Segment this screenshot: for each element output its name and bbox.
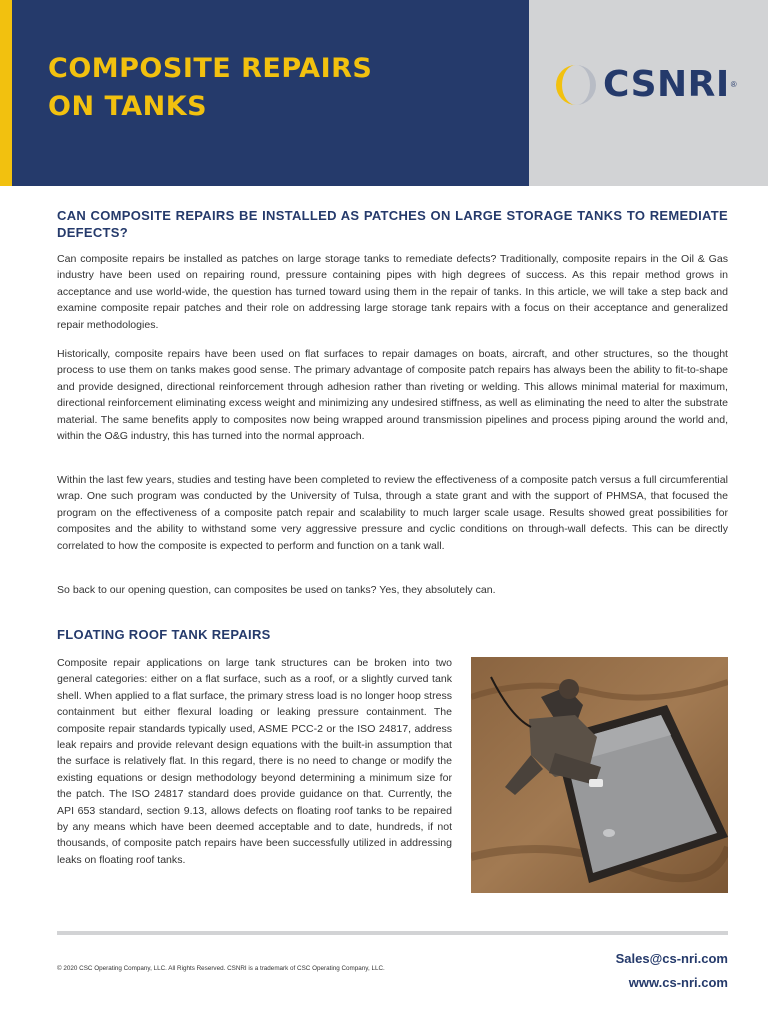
page-header [0, 0, 768, 186]
paragraph-3: Within the last few years, studies and testing have been completed to review the effectiveness of a composite patch versus a full circumferential wrap. One such program was conducted by the University of Tulsa, through a state grant and with the support of PHMSA, that focused the program on the effectiveness of a composite patch repair and scalability to much larger scale usage. Results showed great possibilities for composites and the ability to withstand some very aggressive pressure and cyclic conditions on through-wall defects. This can be directly correlated to how the composite is expected to perform and function on a tank wall. [57, 474, 728, 552]
sales-email-link[interactable]: Sales@cs-nri.com [615, 951, 728, 966]
website-link[interactable]: www.cs-nri.com [628, 975, 728, 990]
logo-wordmark: CSNRI [603, 64, 730, 105]
logo-crescent-icon [553, 62, 599, 108]
registered-mark: ® [730, 80, 737, 89]
tank-repair-photo [471, 657, 728, 893]
csnri-logo [553, 62, 737, 108]
section-heading-patches: CAN COMPOSITE REPAIRS BE INSTALLED AS PATCHES ON LARGE STORAGE TANKS TO REMEDIATE DEFECTS? [57, 208, 728, 240]
section-heading-floating-roof: FLOATING ROOF TANK REPAIRS [57, 627, 271, 642]
footer-divider [57, 931, 728, 935]
title-line-1: COMPOSITE REPAIRS [48, 53, 373, 84]
page-title [48, 50, 508, 126]
contact-block [616, 947, 728, 995]
title-line-2: ON TANKS [48, 91, 208, 122]
paragraph-2: Historically, composite repairs have been used on flat surfaces to repair damages on boats, aircraft, and other structures, so the thought process to use them on tanks makes good sense. The primary advantage of composite patch repairs has always been the ability to fit-to-shape and provide designed, directional reinforcement through adhesion rather than riveting or welding. This allows minimal material for maximum, directional reinforcement eliminating excess weight and minimizing any undesired stiffness, as well as eliminating the need to alter the substrate material. The same benefits apply to composites now being wrapped around transmission pipelines and process piping around the world and, within the O&G industry, this has turned into the normal approach. [57, 348, 728, 443]
accent-stripe [0, 0, 12, 186]
paragraph-1: Can composite repairs be installed as patches on large storage tanks to remediate defects? Traditionally, composite repairs in the Oil & Gas industry have been used on repairing round, pressure containing pipes with high degrees of success. As this repair method grows in acceptance and use world-wide, the question has turned toward using them in the repair of tanks. In this article, we will take a step back and examine composite repair patches and their role on addressing large storage tank repairs with a focus on their acceptance and generalized repair methodologies. [57, 253, 728, 331]
copyright-text: © 2020 CSC Operating Company, LLC. All Rights Reserved. CSNRI is a trademark of CSC Operating Company, LLC. [57, 965, 385, 972]
paragraph-floating-roof: Composite repair applications on large tank structures can be broken into two general categories: either on a flat surface, such as a roof, or a slightly curved tank shell. When applied to a flat surface, the primary stress load is no longer hoop stress containment but either flexural loading or leaking pressure containment. The composite repair standards typically used, ASME PCC-2 or the ISO 24817, address leak repairs and provide relevant design equations with the built-in assumption that the surface is relatively flat. In this regard, there is no need to change or modify the existing equations or design methodology beyond determining a minimum size for the patch. The ISO 24817 standard does provide guidance on that. Currently, the API 653 standard, section 9.13, allows defects on floating roof tanks to be repaired by any means which have been deemed acceptable and to date, hundreds, if not thousands, of composite patch repairs have been successfully utilized in addressing leaks on floating roof tanks. [57, 657, 452, 866]
paragraph-4: So back to our opening question, can composites be used on tanks? Yes, they absolutely can. [57, 584, 496, 596]
